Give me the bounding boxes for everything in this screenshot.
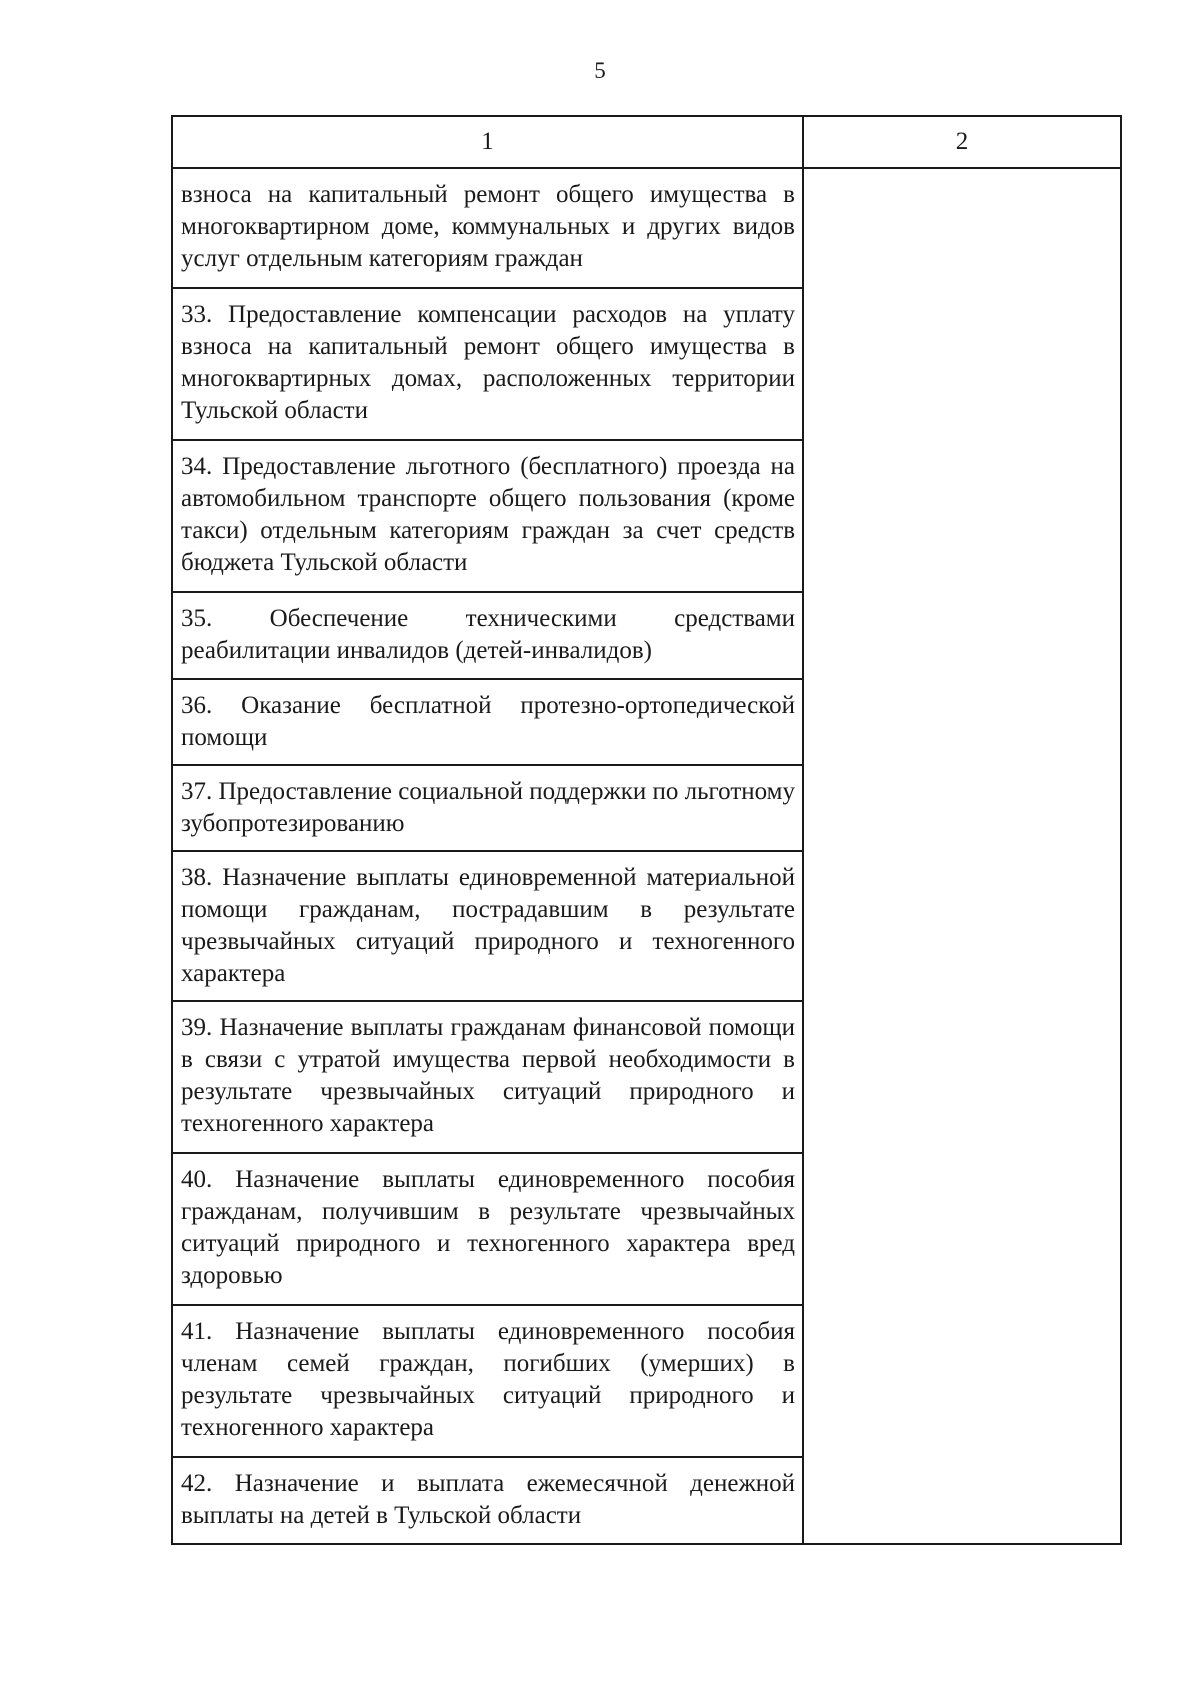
row-text: 33. Предоставление компенсации расходов на уплату взноса на капитальный ремонт общего имущества в многоквартирных домах, расположенных территории Тульской области <box>172 288 803 440</box>
column-header-1: 1 <box>172 116 803 168</box>
row-text: 37. Предоставление социальной поддержки по льготному зубопротезированию <box>172 765 803 851</box>
row-text: 40. Назначение выплаты единовременного пособия гражданам, получившим в результате чрезвычайных ситуаций природного и техногенного характера вред здоровью <box>172 1153 803 1305</box>
row-text: взноса на капитальный ремонт общего имущества в многоквартирном доме, коммунальных и других видов услуг отдельным категориям граждан <box>172 168 803 288</box>
column-header-2: 2 <box>803 116 1121 168</box>
services-table <box>171 115 1122 1545</box>
row-text: 41. Назначение выплаты единовременного пособия членам семей граждан, погибших (умерших) в результате чрезвычайных ситуаций природного и техногенного характера <box>172 1305 803 1457</box>
row-text: 36. Оказание бесплатной протезно-ортопедической помощи <box>172 679 803 765</box>
table-row <box>172 168 1121 288</box>
row-text: 38. Назначение выплаты единовременной материальной помощи гражданам, пострадавшим в результате чрезвычайных ситуаций природного и техногенного характера <box>172 851 803 1001</box>
page-number: 5 <box>594 58 606 83</box>
row-value-cell <box>803 168 1121 1544</box>
row-text: 35. Обеспечение техническими средствами реабилитации инвалидов (детей-инвалидов) <box>172 592 803 679</box>
table-header-row <box>172 116 1121 168</box>
row-text: 34. Предоставление льготного (бесплатного) проезда на автомобильном транспорте общего пользования (кроме такси) отдельным категориям граждан за счет средств бюджета Тульской области <box>172 440 803 592</box>
row-text: 42. Назначение и выплата ежемесячной денежной выплаты на детей в Тульской области <box>172 1457 803 1544</box>
row-text: 39. Назначение выплаты гражданам финансовой помощи в связи с утратой имущества первой необходимости в результате чрезвычайных ситуаций природного и техногенного характера <box>172 1001 803 1153</box>
